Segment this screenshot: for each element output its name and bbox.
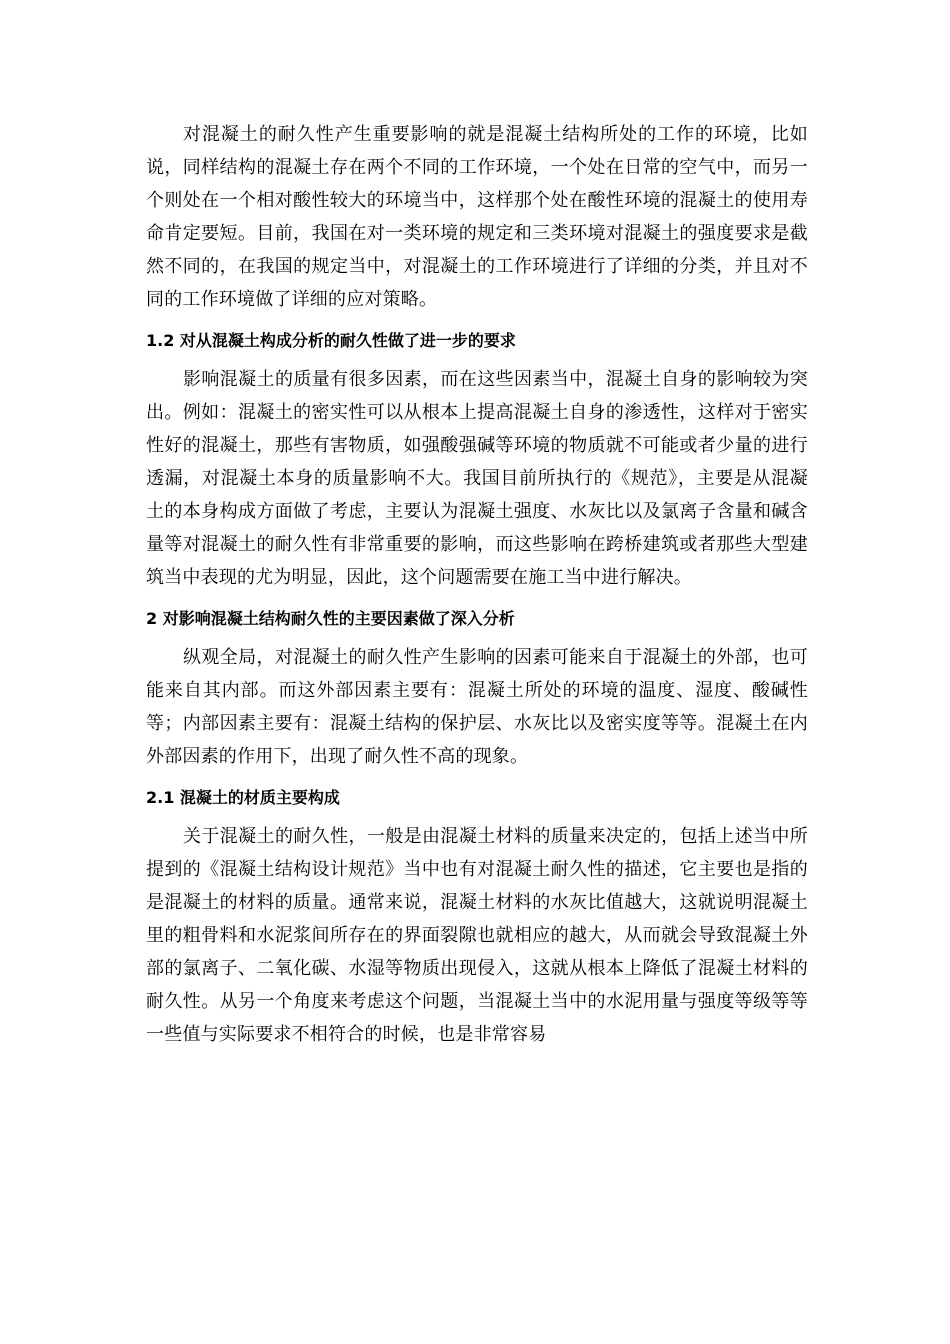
section-heading: 2.1 混凝土的材质主要构成: [146, 788, 340, 807]
body-paragraph: 纵观全局，对混凝土的耐久性产生影响的因素可能来自于混凝土的外部，也可能来自其内部。而这外部因素主要有：混凝土所处的环境的温度、湿度、酸碱性等；内部因素主要有：混凝土结构的保护层、水灰比以及密实度等等。混凝土在内外部因素的作用下，出现了耐久性不高的现象。: [146, 647, 808, 767]
section-heading: 2 对影响混凝土结构耐久性的主要因素做了深入分析: [146, 609, 515, 628]
section-heading: 1.2 对从混凝土构成分析的耐久性做了进一步的要求: [146, 331, 516, 350]
body-paragraph: 影响混凝土的质量有很多因素，而在这些因素当中，混凝土自身的影响较为突出。例如：混凝土的密实性可以从根本上提高混凝土自身的渗透性，这样对于密实性好的混凝土，那些有害物质，如强酸强碱等环境的物质就不可能或者少量的进行透漏，对混凝土本身的质量影响不大。我国目前所执行的《规范》，主要是从混凝土的本身构成方面做了考虑，主要认为混凝土强度、水灰比以及氯离子含量和碱含量等对混凝土的耐久性有非常重要的影响，而这些影响在跨桥建筑或者那些大型建筑当中表现的尤为明显，因此，这个问题需要在施工当中进行解决。: [146, 369, 808, 588]
body-paragraph: 关于混凝土的耐久性，一般是由混凝土材料的质量来决定的，包括上述当中所提到的《混凝土结构设计规范》当中也有对混凝土耐久性的描述，它主要也是指的是混凝土的材料的质量。通常来说，混凝土材料的水灰比值越大，这就说明混凝土里的粗骨料和水泥浆间所存在的界面裂隙也就相应的越大，从而就会导致混凝土外部的氯离子、二氧化碳、水湿等物质出现侵入，这就从根本上降低了混凝土材料的耐久性。从另一个角度来考虑这个问题，当混凝土当中的水泥用量与强度等级等等一些值与实际要求不相符合的时候，也是非常容易: [146, 826, 808, 1045]
body-paragraph: 对混凝土的耐久性产生重要影响的就是混凝土结构所处的工作的环境，比如说，同样结构的混凝土存在两个不同的工作环境，一个处在日常的空气中，而另一个则处在一个相对酸性较大的环境当中，这样那个处在酸性环境的混凝土的使用寿命肯定要短。目前，我国在对一类环境的规定和三类环境对混凝土的强度要求是截然不同的，在我国的规定当中，对混凝土的工作环境进行了详细的分类，并且对不同的工作环境做了详细的应对策略。: [146, 124, 808, 310]
document-page: [146, 118, 808, 1051]
